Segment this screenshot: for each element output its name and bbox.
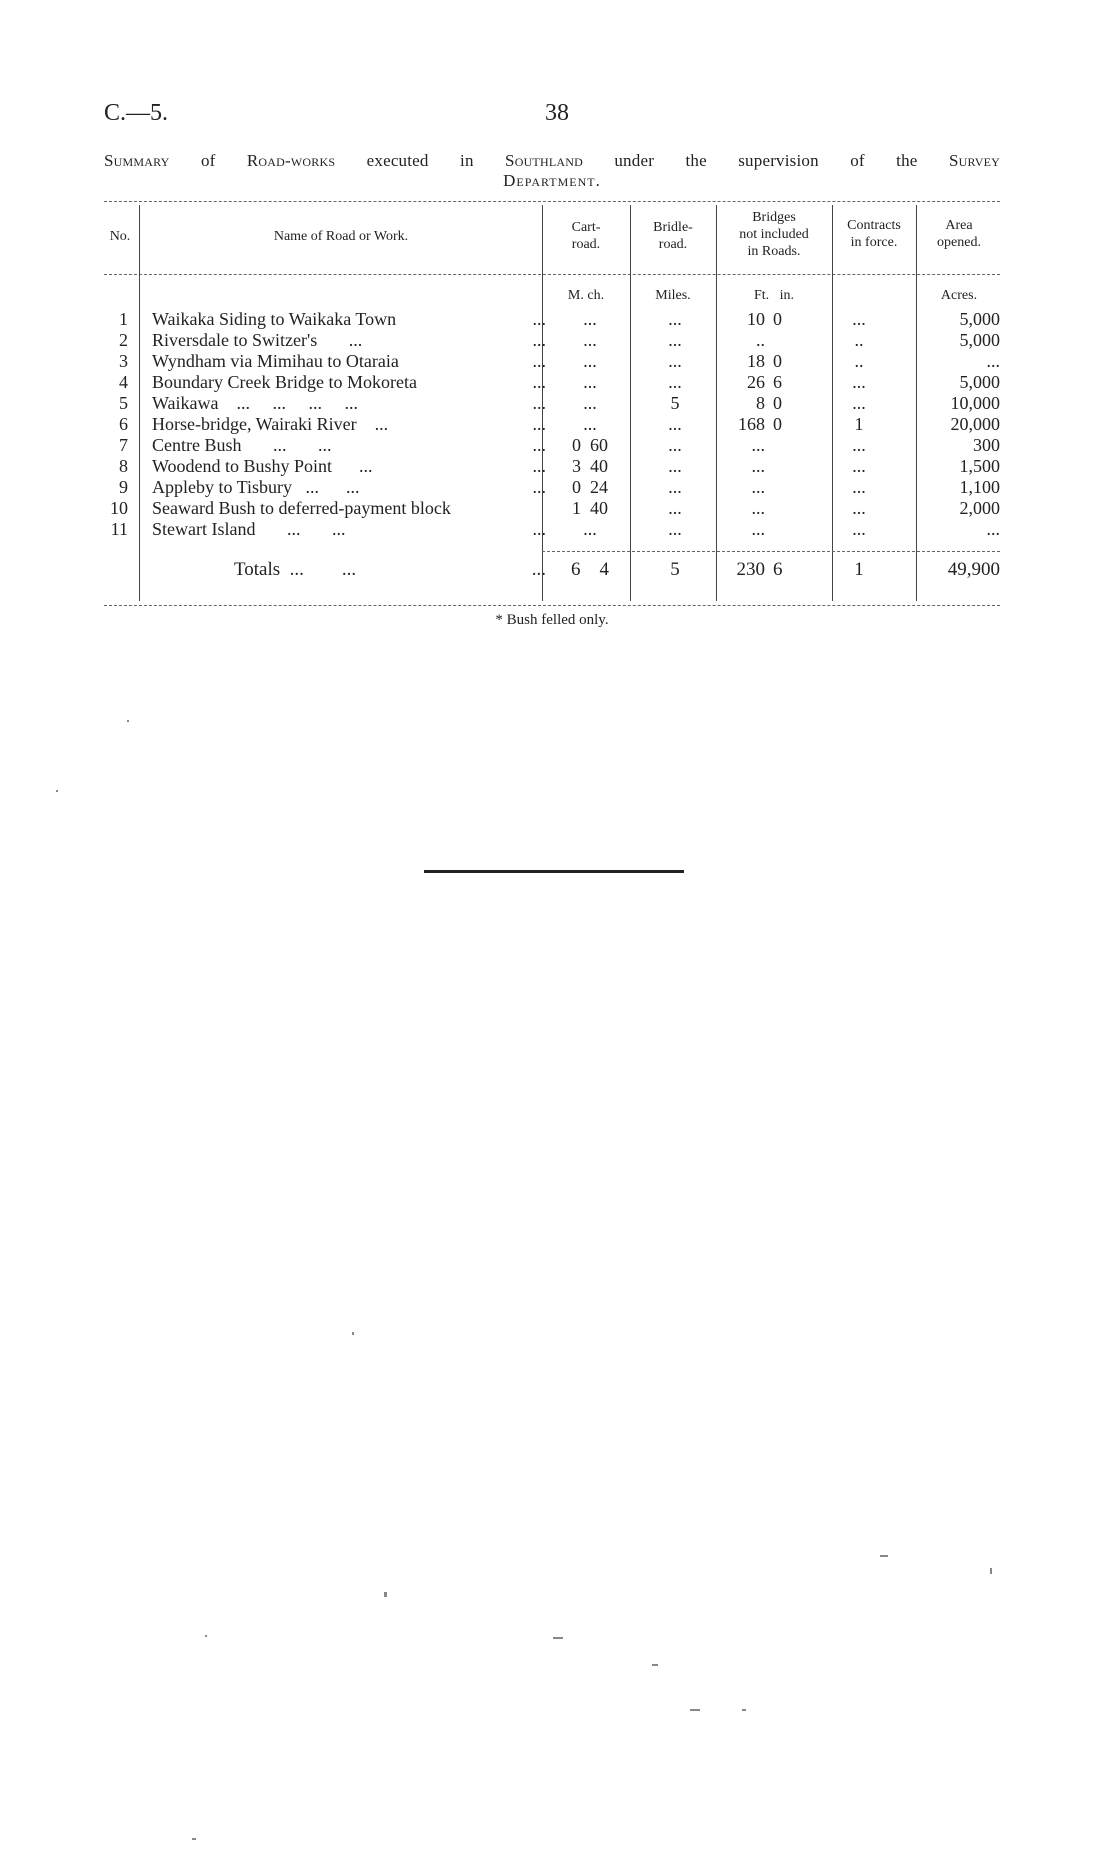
cart-road-value: ... [583,519,597,539]
title-word: under [614,151,655,170]
scan-speck [880,1555,888,1557]
row-number: 1 [119,309,128,329]
bridle-road-value: ... [668,435,682,455]
cart-road-value: 0 60 [572,435,608,455]
title-word: Southland [505,151,583,170]
row-number: 8 [119,456,128,476]
scan-speck [652,1664,658,1666]
area-value: 2,000 [959,498,1000,518]
contracts-value: ... [852,309,866,329]
row-number: 5 [119,393,128,413]
section-end-rule [424,870,684,873]
header-contracts [834,217,914,251]
header-rule [104,274,1000,275]
leader-dots: ... [532,351,546,371]
unit-bridle: Miles. [655,288,691,303]
header-line: Cart- [571,220,601,235]
row-number: 7 [119,435,128,455]
bridge-inches: 0 [773,351,782,371]
header-line: Bridges [752,210,796,225]
cart-road-value: 3 40 [572,456,608,476]
cart-road-value: ... [583,372,597,392]
leader-dots: ... [532,393,546,413]
table-row [104,351,1000,372]
cart-road-value: 0 24 [572,477,608,497]
page-number: 38 [545,100,569,126]
row-number: 4 [119,372,128,392]
contracts-value: ... [852,372,866,392]
row-number: 2 [119,330,128,350]
bridge-feet: 10 [747,309,765,329]
title-word: supervision [738,151,819,170]
leader-dots: ... [532,519,546,539]
header-no: No. [109,229,131,244]
leader-dots: ... [532,372,546,392]
title-word: the [896,151,918,170]
title-word: the [685,151,707,170]
road-name: Centre Bush ... ... [152,435,332,455]
area-value: 300 [973,435,1000,455]
header-line: not included [739,227,809,242]
road-name: Woodend to Bushy Point ... [152,456,373,476]
leader-dots: ... [532,330,546,350]
bridle-road-value: ... [668,351,682,371]
totals-row [104,559,1000,580]
unit-bridges: Ft. in. [753,288,795,303]
contracts-value: ... [852,393,866,413]
leader-dots: ... [532,435,546,455]
scan-speck [192,1838,196,1840]
bridge-inches: 6 [773,372,782,392]
title-word: Summary [104,151,170,170]
totals-bridge-feet: 230 [736,559,765,580]
title-word: Road-works [246,151,336,170]
cart-road-value: ... [583,414,597,434]
scan-speck [352,1332,354,1335]
bridge-inches: 0 [773,414,782,434]
scan-speck [56,790,58,792]
area-value: 5,000 [959,372,1000,392]
area-value: 20,000 [950,414,1000,434]
contracts-value: .. [854,351,864,371]
bridge-feet: ... [751,519,765,539]
bridle-road-value: ... [668,477,682,497]
cart-road-value: 1 40 [572,498,608,518]
scan-speck [553,1637,563,1639]
scan-speck [384,1592,387,1597]
contracts-value: .. [854,330,864,350]
bridge-feet: ... [751,498,765,518]
title-word: of [850,151,865,170]
bridle-road-value: ... [668,330,682,350]
row-number: 11 [110,519,128,539]
totals-bridle-road: 5 [670,559,680,580]
bridge-feet: 8 [756,393,765,413]
table-row [104,372,1000,393]
table-row [104,330,1000,351]
header-line: road. [658,237,688,252]
contracts-value: 1 [854,414,864,434]
leader-dots: ... [532,414,546,434]
header-area [918,217,1000,251]
row-number: 6 [119,414,128,434]
unit-area: Acres. [940,288,978,303]
totals-contracts: 1 [854,559,864,580]
table-row [104,477,1000,498]
table-row [104,309,1000,330]
header-bridle-road [632,219,714,253]
table-row [104,456,1000,477]
contracts-value: ... [852,498,866,518]
road-name: Seaward Bush to deferred-payment block [152,498,451,518]
area-value: 10,000 [950,393,1000,413]
contracts-value: ... [852,477,866,497]
scan-speck [742,1709,746,1711]
area-value: 1,100 [959,477,1000,497]
cart-road-value: ... [583,330,597,350]
page-reference: C.—5. [104,100,169,126]
road-name: Riversdale to Switzer's ... [152,330,363,350]
scan-speck [990,1568,992,1574]
bridle-road-value: 5 [670,393,680,413]
totals-rule [542,551,1000,552]
bridle-road-value: ... [668,498,682,518]
bridge-feet: .. [756,330,765,350]
table-row [104,519,1000,540]
totals-bridge-inches: 6 [773,559,783,580]
scan-speck [127,720,129,722]
header-line: Bridle- [653,220,693,235]
row-number: 3 [119,351,128,371]
leader-dots: ... [531,559,546,580]
table-top-rule [104,201,1000,202]
area-value: 5,000 [959,309,1000,329]
bridge-feet: 168 [738,414,765,434]
table-row [104,393,1000,414]
road-name: Waikawa ... ... ... ... [152,393,359,413]
leader-dots: ... [532,309,546,329]
area-value: 1,500 [959,456,1000,476]
unit-cart: M. ch. [567,288,605,303]
bridge-feet: ... [751,435,765,455]
bridge-feet: 26 [747,372,765,392]
header-line: opened. [937,235,981,250]
totals-label: Totals ... ... [234,559,357,580]
cart-road-value: ... [583,351,597,371]
area-value: 5,000 [959,330,1000,350]
totals-area: 49,900 [947,559,1000,580]
table-bottom-rule [104,605,1000,606]
road-name: Boundary Creek Bridge to Mokoreta [152,372,417,392]
footnote: * Bush felled only. [495,612,609,628]
contracts-value: ... [852,456,866,476]
bridle-road-value: ... [668,372,682,392]
header-line: in Roads. [747,244,801,259]
bridge-feet: ... [751,477,765,497]
leader-dots: ... [532,477,546,497]
road-name: Stewart Island ... ... [152,519,346,539]
bridle-road-value: ... [668,519,682,539]
row-number: 9 [119,477,128,497]
totals-cart-road: 6 4 [571,559,609,580]
title-word: of [200,151,216,170]
header-line: Area [945,218,973,233]
table-row [104,414,1000,435]
bridge-inches: 0 [773,309,782,329]
table-title [104,151,1000,171]
row-number: 10 [110,498,128,518]
title-word: executed [366,151,429,170]
header-name: Name of Road or Work. [273,229,409,244]
road-name: Appleby to Tisbury ... ... [152,477,360,497]
table-row [104,435,1000,456]
area-value: ... [986,351,1000,371]
header-line: road. [571,237,601,252]
bridle-road-value: ... [668,414,682,434]
contracts-value: ... [852,519,866,539]
bridle-road-value: ... [668,456,682,476]
leader-dots: ... [532,456,546,476]
cart-road-value: ... [583,309,597,329]
header-bridges [718,209,830,260]
area-value: ... [986,519,1000,539]
road-name: Waikaka Siding to Waikaka Town [152,309,397,329]
title-word: Survey [948,151,1000,170]
table-row [104,498,1000,519]
road-name: Wyndham via Mimihau to Otaraia [152,351,399,371]
header-line: in force. [850,235,898,250]
header-line: Contracts [847,218,901,233]
cart-road-value: ... [583,393,597,413]
scan-speck [690,1709,700,1711]
header-cart-road [544,219,628,253]
table-title-line-2: Department. [503,171,601,190]
scan-speck [205,1635,207,1637]
bridge-inches: 0 [773,393,782,413]
bridge-feet: 18 [747,351,765,371]
title-word: in [460,151,474,170]
bridle-road-value: ... [668,309,682,329]
contracts-value: ... [852,435,866,455]
road-name: Horse-bridge, Wairaki River ... [152,414,389,434]
bridge-feet: ... [751,456,765,476]
